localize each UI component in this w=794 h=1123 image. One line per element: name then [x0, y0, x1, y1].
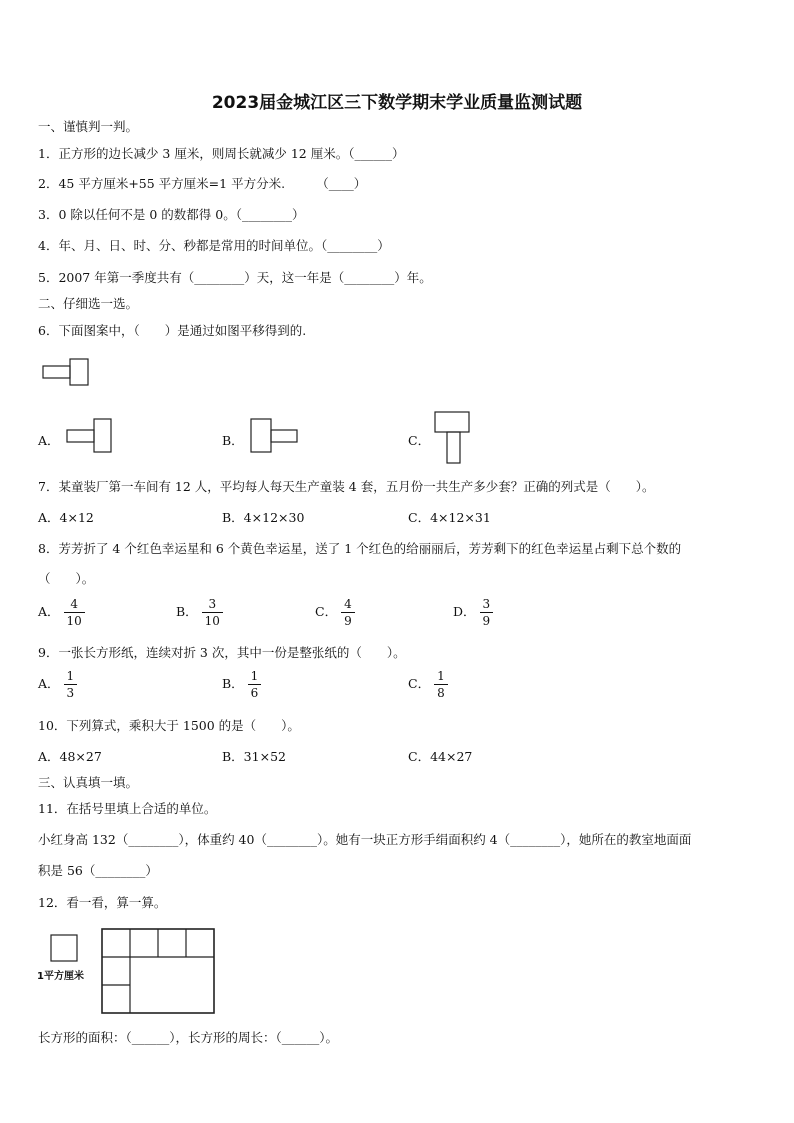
- question-4: 4．年、月、日、时、分、秒都是常用的时间单位。（________）: [38, 238, 390, 253]
- q10-option-c: C．44×27: [408, 749, 473, 764]
- q9-option-c-fraction: [434, 670, 448, 699]
- numerator: 4: [70, 597, 78, 611]
- q12-rectangle-grid: [101, 928, 217, 1016]
- q10-option-a: A．48×27: [38, 749, 102, 764]
- q6-reference-figure: [42, 358, 92, 388]
- section-heading-choose: 二、仔细选一选。: [38, 296, 139, 311]
- q7-option-c: C．4×12×31: [408, 510, 491, 525]
- q8-option-b: [176, 598, 223, 627]
- question-11: 11．在括号里填上合适的单位。: [38, 801, 217, 816]
- q8-option-d-label: D．: [453, 604, 476, 619]
- page-title: 2023届金城江区三下数学期末学业质量监测试题: [211, 93, 583, 113]
- question-3: 3．0 除以任何不是 0 的数都得 0。（________）: [38, 207, 305, 222]
- numerator: 1: [66, 669, 75, 683]
- question-12: 12．看一看，算一算。: [38, 895, 167, 910]
- q6-option-c-label: C．: [408, 433, 431, 448]
- q8-option-d: [453, 598, 493, 627]
- section-heading-fill: 三、认真填一填。: [38, 775, 139, 790]
- numerator: 1: [250, 669, 259, 683]
- denominator: 10: [64, 612, 85, 627]
- q9-option-a: [38, 670, 77, 699]
- q9-option-c: [408, 670, 448, 699]
- q6-option-b-figure: [250, 418, 300, 454]
- denominator: 6: [248, 684, 262, 699]
- numerator: 3: [482, 597, 491, 611]
- numerator: 4: [344, 597, 352, 611]
- question-6: 6．下面图案中，（ ）是通过如图平移得到的.: [38, 323, 307, 338]
- question-8-line1: 8．芳芳折了 4 个红色幸运星和 6 个黄色幸运星，送了 1 个红色的给丽丽后，芳芳剩下的红色幸运星占剩下总个数的: [38, 541, 682, 556]
- question-2: 2．45 平方厘米+55 平方厘米=1 平方分米. （____）: [38, 176, 367, 191]
- question-11-line1: 小红身高 132（________），体重约 40（________）。她有一块正方形手绢面积约 4（________），她所在的教室地面面: [38, 832, 692, 847]
- q12-unit-label: 1平方厘米: [37, 971, 84, 982]
- section-heading-judge: 一、谨慎判一判。: [38, 119, 139, 134]
- q8-option-c-fraction: [341, 598, 355, 627]
- numerator: 3: [208, 597, 217, 611]
- q10-option-b: B．31×52: [222, 749, 286, 764]
- numerator: 1: [437, 669, 445, 683]
- q6-option-c-figure: [434, 411, 472, 465]
- q9-option-a-fraction: [64, 670, 78, 699]
- q8-option-d-fraction: [480, 598, 494, 627]
- q8-option-b-label: B．: [176, 604, 198, 619]
- question-5: 5．2007 年第一季度共有（________）天，这一年是（________）年。: [38, 270, 432, 285]
- q9-option-c-label: C．: [408, 676, 431, 691]
- question-11-line2: 积是 56（________）: [38, 863, 158, 878]
- q7-option-b: B．4×12×30: [222, 510, 305, 525]
- question-1: 1．正方形的边长减少 3 厘米，则周长就减少 12 厘米。（______）: [38, 146, 405, 161]
- question-10: 10．下列算式，乘积大于 1500 的是（ ）。: [38, 718, 300, 733]
- q7-option-a: A．4×12: [38, 510, 94, 525]
- q8-option-a-fraction: [64, 598, 85, 627]
- q12-unit-square: [50, 934, 80, 964]
- question-9: 9．一张长方形纸，连续对折 3 次，其中一份是整张纸的（ ）。: [38, 645, 406, 660]
- question-12-answer: 长方形的面积：（______），长方形的周长：（______）。: [38, 1030, 339, 1045]
- q6-option-a-figure: [66, 418, 114, 454]
- q8-option-c-label: C．: [315, 604, 338, 619]
- q6-option-a-label: A．: [38, 433, 60, 448]
- question-7: 7．某童装厂第一车间有 12 人，平均每人每天生产童装 4 套，五月份一共生产多少套？正确的列式是（ ）。: [38, 479, 655, 494]
- q8-option-a-label: A．: [38, 604, 60, 619]
- denominator: 10: [202, 612, 223, 627]
- q8-option-b-fraction: [202, 598, 223, 627]
- q9-option-b-fraction: [248, 670, 262, 699]
- q8-option-c: [315, 598, 355, 627]
- question-8-line2: （ ）。: [38, 571, 95, 586]
- denominator: 8: [434, 684, 448, 699]
- q9-option-b: [222, 670, 261, 699]
- denominator: 3: [64, 684, 78, 699]
- q8-option-a: [38, 598, 85, 627]
- q9-option-b-label: B．: [222, 676, 244, 691]
- q9-option-a-label: A．: [38, 676, 60, 691]
- q6-option-b-label: B．: [222, 433, 244, 448]
- denominator: 9: [341, 612, 355, 627]
- denominator: 9: [480, 612, 494, 627]
